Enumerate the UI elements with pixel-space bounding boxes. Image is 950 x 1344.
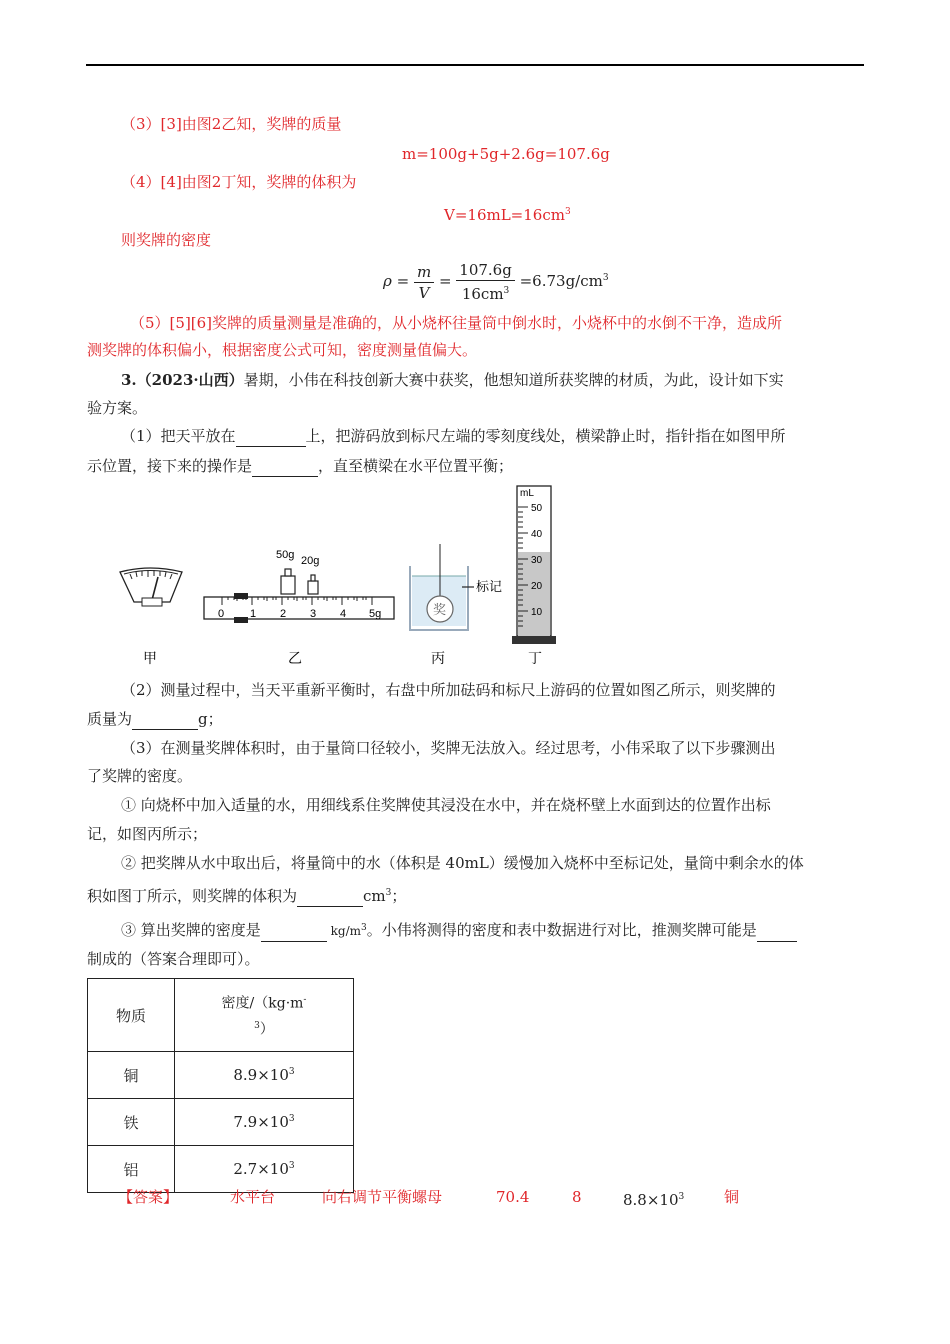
cylinder-unit: mL [520, 488, 534, 499]
question-3-line1: （3）在测量奖牌体积时，由于量筒口径较小，奖牌无法放入。经过思考，小伟采取了以下步骤测出 [121, 739, 776, 757]
question-1-line2: 示位置，接下来的操作是 ，直至横梁在水平位置平衡； [87, 457, 514, 475]
scale-tick-0: 0 [218, 608, 225, 620]
label-ding: 丁 [528, 651, 542, 667]
table-row [88, 1099, 354, 1146]
step-1-line1: ① 向烧杯中加入适量的水，用细线系住奖牌使其浸没在水中，并在烧杯壁上水面到达的位置作出标 [121, 796, 771, 814]
weight-50g-label: 50g [276, 549, 295, 561]
step-3-line1: ③ 算出奖牌的密度是 $kg/m^3$。小伟将测得的密度和表中数据进行对比，推测奖牌可能是 [121, 917, 797, 942]
answer-blank-3[interactable] [132, 713, 198, 730]
answer-blank-6[interactable] [757, 925, 797, 942]
answer-5: $8.8\times 10^3$ [623, 1191, 685, 1209]
answer-6: 铜 [724, 1188, 740, 1206]
volume-equation: $V=16mL=16cm^3$ [444, 206, 571, 224]
answer-3: 70.4 [496, 1188, 530, 1206]
mark-label: 标记 [476, 580, 503, 595]
scale-tick-4: 4 [340, 608, 347, 620]
step-2-line2: 积如图丁所示，则奖牌的体积为 $cm^3$； [87, 887, 407, 905]
solution-step-5-line1: （5）[5][6]奖牌的质量测量是准确的，从小烧杯往量筒中倒水时，小烧杯中的水倒不干净，造成所 [130, 314, 783, 332]
answer-4: 8 [572, 1188, 582, 1206]
fraction-m-over-v: $\frac{m}{V}$ [414, 262, 434, 303]
label-bing: 丙 [431, 651, 445, 667]
header-density: 密度/（kg·m- $^3$） [175, 979, 354, 1052]
question-1-line1: （1）把天平放在 上，把游码放到标尺左端的零刻度线处，横梁静止时，指针指在如图甲所 [121, 427, 786, 445]
row-value: $8.9\times 10^3$ [175, 1052, 354, 1099]
problem-intro-line2: 验方案。 [87, 399, 148, 417]
measuring-cylinder-figure [512, 486, 556, 644]
answer-2: 向右调节平衡螺母 [322, 1188, 443, 1206]
row-name: 铁 [88, 1099, 175, 1146]
step-1-line2: 记，如图丙所示； [87, 825, 208, 843]
solution-step-4: （4）[4]由图2丁知，奖牌的体积为 [121, 173, 357, 191]
density-formula: ρ = $\frac{m}{V}$ = $\frac{107.6g}{16cm^3}$ $=6.73g/cm^3$ [383, 261, 609, 303]
medal-icon: 奖 [433, 603, 447, 618]
beaker-figure [410, 544, 502, 630]
solution-step-5-line2: 测奖牌的体积偏小，根据密度公式可知，密度测量值偏大。 [87, 341, 478, 359]
cyl-tick-30: 30 [531, 555, 543, 566]
scale-tick-5g: 5g [369, 608, 382, 620]
row-name: 铝 [88, 1146, 175, 1193]
step-2-line1: ② 把奖牌从水中取出后，将量筒中的水（体积是 40mL）缓慢加入烧杯中至标记处，量筒中剩余水的体 [121, 854, 804, 872]
weight-20g-label: 20g [301, 555, 320, 567]
step-3-line2: 制成的（答案合理即可）。 [87, 950, 260, 968]
question-2-line2: 质量为 g； [87, 710, 223, 728]
scale-tick-1: 1 [250, 608, 257, 620]
top-rule [86, 64, 864, 66]
label-jia: 甲 [143, 651, 157, 667]
row-value: $7.9\times 10^3$ [175, 1099, 354, 1146]
table-header-row [88, 979, 354, 1052]
scale-tick-2: 2 [280, 608, 287, 620]
cyl-tick-10: 10 [531, 607, 543, 618]
cyl-tick-50: 50 [531, 503, 543, 514]
balance-pointer-figure [120, 568, 182, 606]
solution-step-3: （3）[3]由图2乙知，奖牌的质量 [121, 115, 342, 133]
answer-blank-2[interactable] [252, 460, 318, 477]
row-name: 铜 [88, 1052, 175, 1099]
answer-blank-1[interactable] [236, 430, 306, 447]
question-3-line2: 了奖牌的密度。 [87, 767, 193, 785]
label-yi: 乙 [288, 651, 302, 667]
scale-tick-3: 3 [310, 608, 317, 620]
answer-blank-4[interactable] [297, 890, 363, 907]
answer-1: 水平台 [230, 1188, 276, 1206]
row-value: $2.7\times 10^3$ [175, 1146, 354, 1193]
answer-label: 【答案】 [118, 1188, 179, 1206]
header-substance: 物质 [88, 979, 175, 1052]
density-intro: 则奖牌的密度 [121, 231, 212, 249]
density-table [87, 978, 354, 1193]
cyl-tick-40: 40 [531, 529, 543, 540]
problem-intro-line1: 3.（2023·山西）暑期，小伟在科技创新大赛中获奖，他想知道所获奖牌的材质，为此，设计如下实 [121, 371, 784, 389]
weights-and-rider-figure [204, 549, 394, 623]
fraction-values: $\frac{107.6g}{16cm^3}$ [456, 260, 515, 304]
question-2-line1: （2）测量过程中，当天平重新平衡时，右盘中所加砝码和标尺上游码的位置如图乙所示，则奖牌的 [121, 681, 776, 699]
table-row [88, 1052, 354, 1099]
answer-blank-5[interactable] [261, 925, 327, 942]
mass-equation: m=100g+5g+2.6g=107.6g [402, 145, 610, 163]
cyl-tick-20: 20 [531, 581, 543, 592]
experiment-figures [110, 480, 570, 676]
